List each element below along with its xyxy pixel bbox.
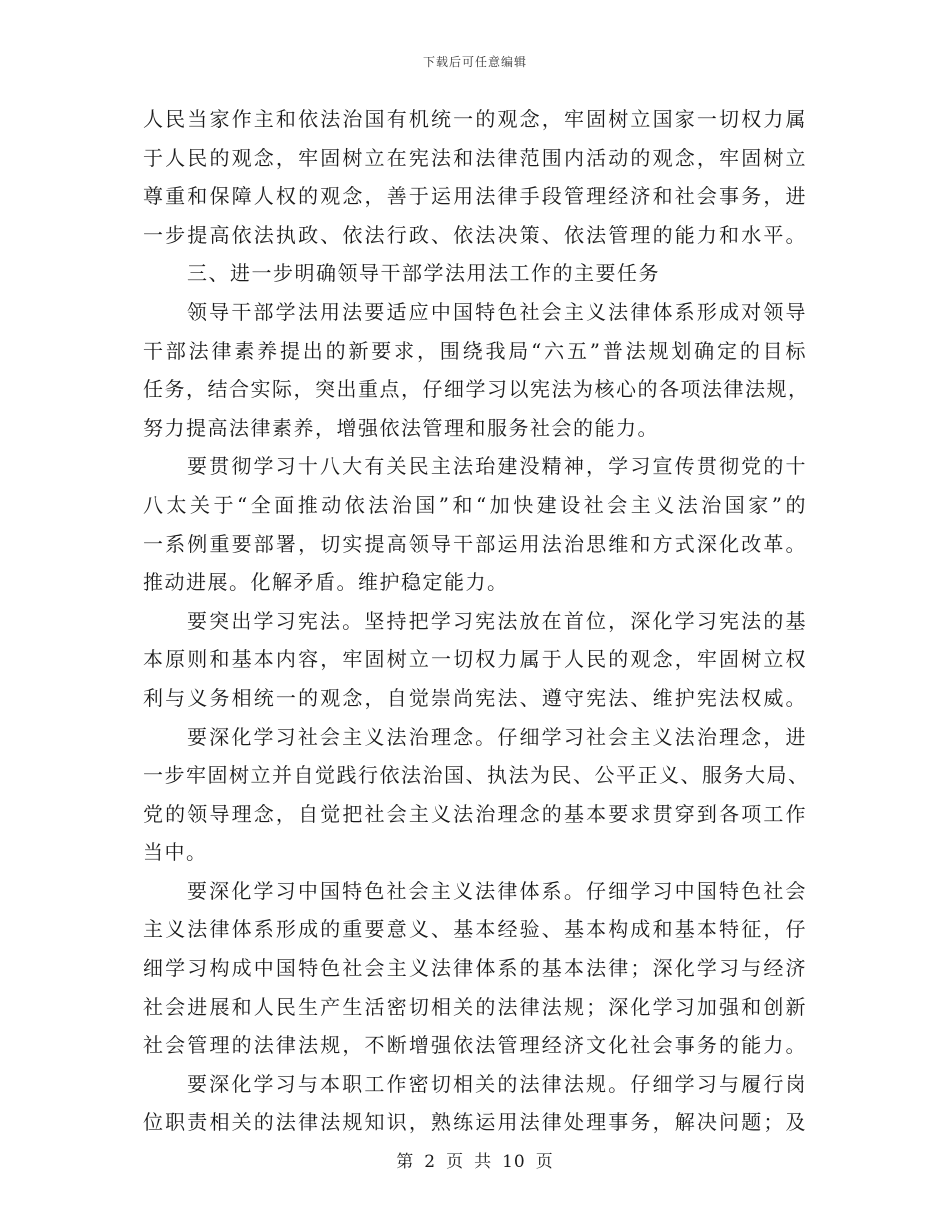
page-word: 页	[446, 1152, 465, 1172]
current-page-number: 2	[424, 1152, 437, 1172]
text-line: 主义法律体系形成的重要意义、基本经验、基本构成和基本特征，仔	[143, 917, 807, 942]
text-line: 推动进展。化解矛盾。维护稳定能力。	[143, 570, 509, 595]
document-body	[143, 100, 810, 1142]
text-line: 干部法律素养提出的新要求，围绕我局“六五”普法规划确定的目标	[143, 338, 807, 363]
text-line: 位职责相关的法律法规知识，熟练运用法律处理事务，解决问题；及	[143, 1110, 807, 1135]
text-line: 细学习构成中国特色社会主义法律体系的基本法律；深化学习与经济	[143, 956, 807, 981]
section-heading: 三、进一步明确领导干部学法用法工作的主要任务	[187, 261, 660, 286]
text-line: 要深化学习与本职工作密切相关的法律法规。仔细学习与履行岗	[187, 1071, 807, 1096]
text-line: 要贯彻学习十八大有关民主法珆建没精神，学习宣传贯彻党的十	[187, 454, 807, 479]
text-line: 要突出学习宪法。坚持把学习宪法放在首位，深化学习宪法的基	[187, 608, 807, 633]
header-note: 下载后可任意编辑	[422, 55, 527, 69]
page-number-footer	[0, 1147, 950, 1172]
text-line: 一系例重要部署，切实提高领导干部运用法治思维和方式深化改革。	[143, 531, 807, 556]
page-prefix: 第	[396, 1152, 415, 1172]
text-line: 本原则和基本内容，牢固树立一切权力属于人民的观念，牢固树立权	[143, 647, 807, 672]
text-line: 利与义务相统一的观念，自觉崇尚宪法、遵守宪法、维护宪法权威。	[143, 685, 807, 710]
text-line: 八太关于“全面推动依法治国”和“加快建设社会主义法治国家”的	[143, 492, 807, 517]
text-line: 社会进展和人民生产生活密切相关的法律法规；深化学习加强和创新	[143, 994, 807, 1019]
text-line: 党的领导理念，自觉把社会主义法治理念的基本要求贯穿到各项工作	[143, 801, 807, 826]
text-line: 要深化学习社会主义法治理念。仔细学习社会主义法治理念，进	[187, 724, 807, 749]
text-line: 领导干部学法用法要适应中国特色社会主义法律体系形成对领导	[187, 299, 807, 324]
text-line: 当中。	[143, 840, 208, 865]
text-line: 要深化学习中国特色社会主义法律体系。仔细学习中国特色社会	[187, 878, 807, 903]
text-line: 努力提高法律素养，增强依法管理和服务社会的能力。	[143, 415, 659, 440]
text-line: 人民当家作主和依法治国有机统一的观念，牢固树立国家一切权力属	[143, 107, 807, 131]
text-line: 一步牢固树立并自觉践行依法治国、执法为民、公平正义、服务大局、	[143, 763, 810, 788]
text-line: 一步提高依法执政、依法行政、依法决策、依法管理的能力和水平。	[143, 222, 807, 247]
page-suffix: 页	[535, 1152, 554, 1172]
text-line: 社会管理的法律法规，不断增强依法管理经济文化社会事务的能力。	[143, 1033, 807, 1058]
text-line: 于人民的观念，牢固树立在宪法和法律范围内活动的观念，牢固树立	[143, 145, 807, 170]
total-prefix: 共	[474, 1152, 493, 1172]
total-page-count: 10	[502, 1152, 526, 1172]
text-line: 尊重和保障人权的观念，善于运用法律手段管理经济和社会事务，进	[143, 184, 807, 209]
text-line: 任务，结合实际，突出重点，仔细学习以宪法为核心的各项法律法规，	[143, 377, 810, 402]
